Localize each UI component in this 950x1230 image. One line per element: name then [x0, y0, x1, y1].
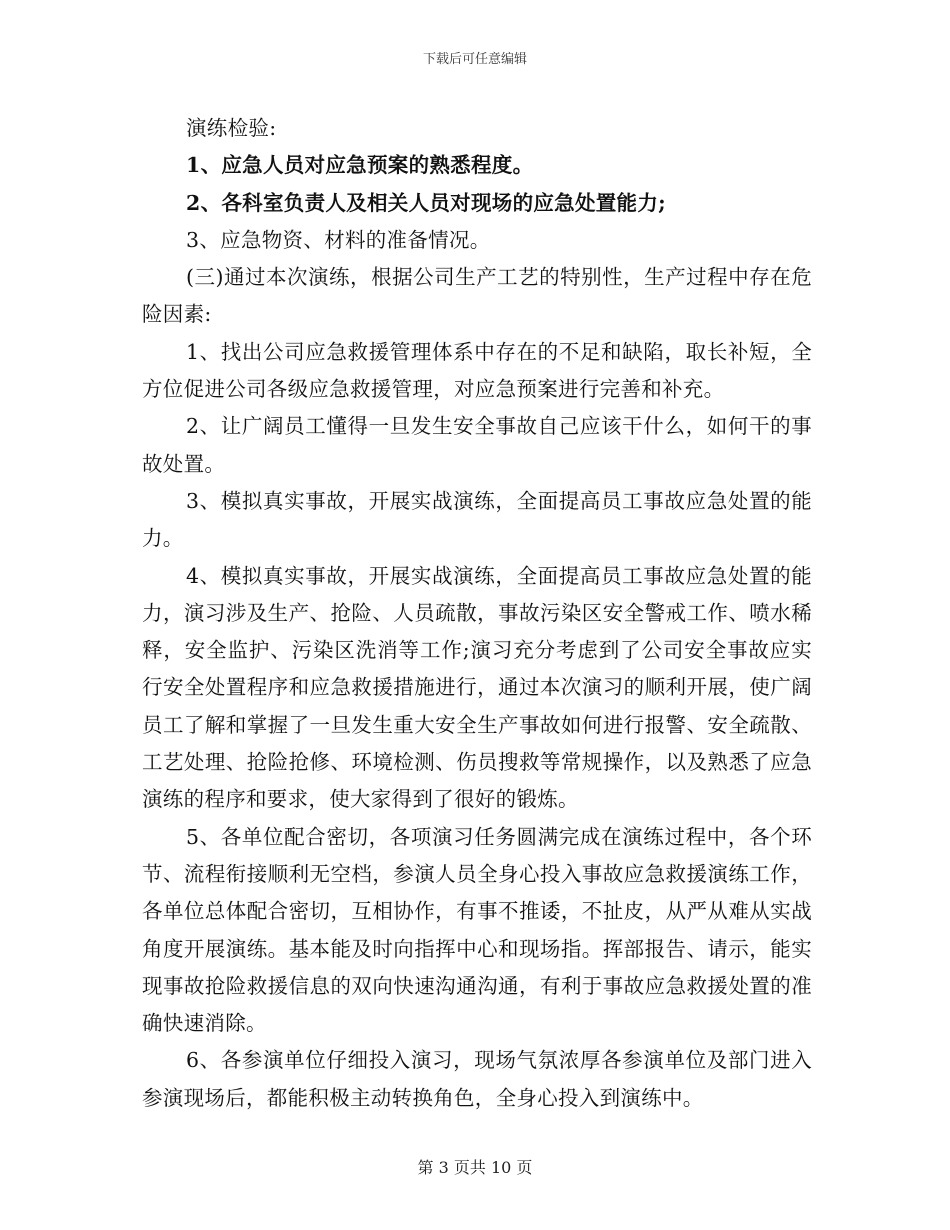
check-item-1: 1、应急人员对应急预案的熟悉程度。	[186, 153, 534, 178]
document-body	[142, 110, 812, 1117]
finding-4: 4、模拟真实事故，开展实战演练，全面提高员工事故应急处置的能力，演习涉及生产、抢险、人员疏散，事故污染区安全警戒工作、喷水稀释，安全监护、污染区洗消等工作;演习充分考虑到了公司安全事故应实行安全处置程序和应急救援措施进行，通过本次演习的顺利开展，使广阔员工了解和掌握了一旦发生重大安全生产事故如何进行报警、安全疏散、工艺处理、抢险抢修、环境检测、伤员搜救等常规操作，以及熟悉了应急演练的程序和要求，使大家得到了很好的锻炼。	[142, 563, 812, 812]
check-item-2: 2、各科室负责人及相关人员对现场的应急处置能力;	[186, 190, 667, 215]
page-header-note: 下载后可任意编辑	[422, 52, 527, 67]
page-number: 第 3 页共 10 页	[417, 1158, 533, 1177]
finding-2: 2、让广阔员工懂得一旦发生安全事故自己应该干什么，如何干的事故处置。	[142, 414, 812, 476]
check-item-3: 3、应急物资、材料的准备情况。	[186, 227, 491, 252]
finding-1: 1、找出公司应急救援管理体系中存在的不足和缺陷，取长补短，全方位促进公司各级应急救援管理，对应急预案进行完善和补充。	[142, 339, 812, 402]
finding-6: 6、各参演单位仔细投入演习，现场气氛浓厚各参演单位及部门进入参演现场后，都能积极主动转换角色，全身心投入到演练中。	[142, 1048, 812, 1110]
drill-check-heading: 演练检验:	[186, 116, 277, 140]
finding-3: 3、模拟真实事故，开展实战演练，全面提高员工事故应急处置的能力。	[142, 488, 812, 551]
finding-5: 5、各单位配合密切，各项演习任务圆满完成在演练过程中，各个环节、流程衔接顺利无空档，参演人员全身心投入事故应急救援演练工作，各单位总体配合密切，互相协作，有事不推诿，不扯皮，从严从难从实战角度开展演练。基本能及时向指挥中心和现场指。挥部报告、请示，能实现事故抢险救援信息的双向快速沟通沟通，有利于事故应急救援处置的准确快速消除。	[142, 824, 812, 1036]
section-three-intro: (三)通过本次演练，根据公司生产工艺的特别性，生产过程中存在危险因素:	[142, 265, 812, 327]
